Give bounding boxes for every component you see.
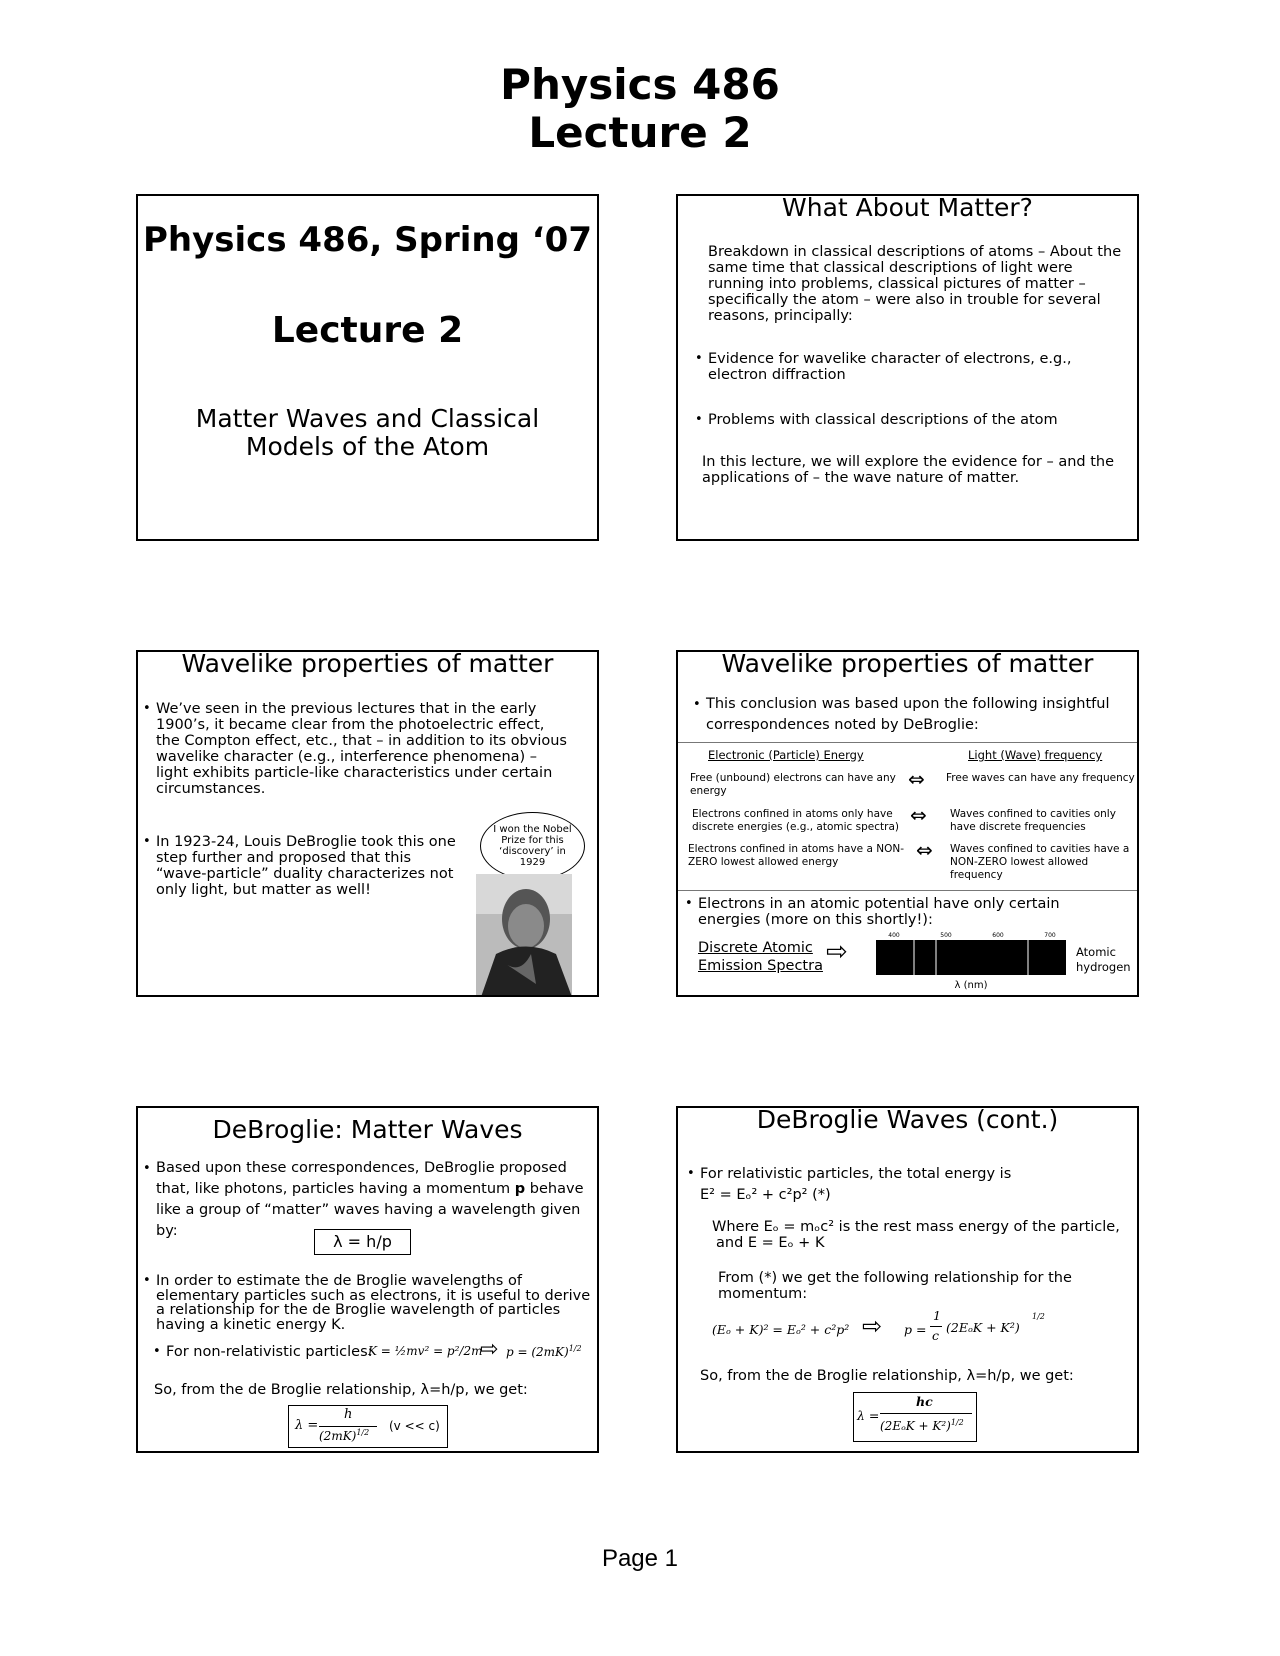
equation-numerator: hc — [916, 1394, 933, 1409]
speech-bubble-text: I won the Nobel Prize for this ‘discovery’ in 1929 — [493, 824, 572, 868]
equation-rhs: (2EₒK + K²) — [946, 1320, 1020, 1335]
denominator-expression: (2EₒK + K²) — [880, 1419, 951, 1433]
fraction-bar — [880, 1413, 972, 1414]
course-title: Physics 486, Spring ‘07 — [143, 220, 592, 260]
table-header: Electronic (Particle) Energy — [708, 748, 864, 762]
double-arrow-icon: ⇔ — [910, 803, 927, 827]
bullet-item: • In order to estimate the de Broglie wavelengths of elementary particles such as electrons, it is useful to derive a relationship for the de Broglie wavelength of particles having a kinetic energy K. — [156, 1274, 596, 1332]
table-cell: Waves confined to cavities have a NON-ZERO lowest allowed frequency — [950, 843, 1130, 881]
speech-bubble — [480, 812, 585, 880]
fraction-bar — [319, 1426, 377, 1427]
slide-heading: Wavelike properties of matter — [721, 650, 1094, 678]
bullet-item: • Problems with classical descriptions of the atom — [708, 412, 1118, 428]
total-energy-text: and E = Eₒ + K — [716, 1235, 825, 1251]
slide-debroglie-waves-cont — [676, 1106, 1139, 1453]
spectrum-tick: 500 — [940, 932, 952, 939]
equation-denominator — [319, 1428, 369, 1443]
emission-spectrum — [876, 930, 1066, 992]
equation-lhs: λ = — [295, 1418, 319, 1433]
table-cell: Free waves can have any frequency — [946, 772, 1135, 784]
momentum-exponent: 1/2 — [568, 1344, 582, 1353]
lecture-number: Lecture 2 — [271, 310, 464, 351]
spectra-label: Emission Spectra — [698, 958, 823, 974]
energy-equation: E² = Eₒ² + c²p² (*) — [700, 1187, 831, 1203]
bullet-item: • For non-relativistic particles: — [166, 1344, 373, 1360]
bullet-item: • We’ve seen in the previous lectures that in the early 1900’s, it became clear from the photoelectric effect, the Compton effect, etc., that – in addition to its obvious wavelike character (e.g., interference phenomena) – light exhibits particle-like characteristics under certain circumstances. — [156, 701, 571, 797]
table-header: Light (Wave) frequency — [968, 748, 1103, 762]
table-divider — [678, 742, 1137, 743]
spectrum-tick: 600 — [992, 932, 1004, 939]
page-header-line2: Lecture 2 — [528, 108, 752, 157]
table-cell: Waves confined to cavities only have discrete frequencies — [950, 808, 1116, 833]
spectrum-tick: 400 — [888, 932, 900, 939]
bullet-item: • In 1923-24, Louis DeBroglie took this one step further and proposed that this “wave-particle” duality characterizes not only light, but matter as well! — [156, 834, 456, 898]
intro-text: Breakdown in classical descriptions of atoms – About the same time that classical descriptions of light were running into problems, classical pictures of matter – specifically the atom – were also in trouble for several reasons, principally: — [708, 244, 1122, 324]
momentum-symbol: p — [514, 1181, 526, 1197]
right-arrow-icon: ⇨ — [862, 1312, 883, 1340]
bullet-text: Based upon these correspondences, DeBroglie proposed that, like photons, particles having a momentum — [156, 1160, 567, 1197]
double-arrow-icon: ⇔ — [916, 838, 933, 862]
boxed-equation: λ = h/p — [314, 1229, 411, 1255]
slide-wavelike-properties-1 — [136, 650, 599, 997]
slide-debroglie-matter-waves — [136, 1106, 599, 1453]
right-arrow-icon: ⇨ — [826, 937, 848, 967]
spectrum-tick: 700 — [1044, 932, 1056, 939]
final-wavelength-equation — [288, 1405, 448, 1448]
lecture-topic-line2: Models of the Atom — [245, 432, 490, 461]
relationship-text: So, from the de Broglie relationship, λ=h/p, we get: — [700, 1368, 1074, 1384]
table-divider — [678, 890, 1137, 891]
momentum-intro-text: From (*) we get the following relationship for the momentum: — [718, 1270, 1072, 1302]
bullet-text: behave like a group of “matter” waves having a wavelength given by: — [156, 1181, 584, 1239]
fraction-numerator: 1 — [933, 1308, 941, 1323]
equation-lhs: λ = — [857, 1408, 880, 1423]
spectrum-caption: hydrogen — [1076, 960, 1131, 974]
denominator-expression: (2mK) — [319, 1429, 357, 1443]
momentum-expression: p = (2mK) — [506, 1345, 569, 1359]
portrait-image — [476, 874, 572, 997]
denominator-exponent: 1/2 — [950, 1418, 964, 1427]
kinetic-energy-equation: K = ½mv² = p²/2m — [368, 1344, 483, 1358]
slide-heading: What About Matter? — [782, 194, 1033, 222]
spectra-label: Discrete Atomic — [698, 940, 813, 956]
page-number: Page 1 — [601, 1545, 679, 1572]
equation-denominator — [880, 1418, 964, 1433]
equation-exponent: 1/2 — [1032, 1312, 1045, 1321]
right-arrow-icon: ⇨ — [480, 1337, 499, 1362]
relativistic-energy-equation: (Eₒ + K)² = Eₒ² + c²p² — [712, 1322, 850, 1337]
slide-heading: DeBroglie Waves (cont.) — [756, 1106, 1059, 1134]
table-cell: Electrons confined in atoms only have discrete energies (e.g., atomic spectra) — [692, 808, 899, 833]
relationship-text: So, from the de Broglie relationship, λ=h/p, we get: — [154, 1382, 528, 1398]
bullet-item: • For relativistic particles, the total energy is — [700, 1166, 1120, 1182]
closing-text: In this lecture, we will explore the evidence for – and the applications of – the wave nature of matter. — [702, 454, 1115, 486]
equation-lhs: p = — [904, 1322, 927, 1337]
page-header-line1: Physics 486 — [500, 60, 780, 109]
spectrum-axis-label: λ (nm) — [954, 980, 988, 991]
spectrum-caption: Atomic — [1076, 945, 1116, 959]
relativistic-momentum-equation — [904, 1308, 1044, 1348]
table-cell: Electrons confined in atoms have a NON-ZERO lowest allowed energy — [688, 843, 905, 868]
bullet-item: • Electrons in an atomic potential have only certain energies (more on this shortly!): — [698, 896, 1123, 928]
fraction-bar — [930, 1326, 942, 1327]
slide-heading: Wavelike properties of matter — [181, 650, 554, 678]
lecture-topic-line1: Matter Waves and Classical — [195, 404, 540, 433]
fraction-denominator: c — [932, 1328, 940, 1343]
bullet-item: • This conclusion was based upon the following insightful correspondences noted by DeBroglie: — [706, 694, 1126, 736]
double-arrow-icon: ⇔ — [908, 767, 925, 791]
equation-numerator: h — [344, 1407, 353, 1422]
slide-title — [136, 194, 599, 541]
rest-mass-text: Where Eₒ = mₒc² is the rest mass energy of the particle, — [712, 1219, 1120, 1235]
slide-what-about-matter — [676, 194, 1139, 541]
denominator-exponent: 1/2 — [356, 1428, 370, 1437]
slide-heading: DeBroglie: Matter Waves — [212, 1115, 523, 1144]
momentum-equation — [506, 1344, 582, 1359]
slide-wavelike-properties-2 — [676, 650, 1139, 997]
bullet-item: • Evidence for wavelike character of electrons, e.g., electron diffraction — [708, 351, 1118, 383]
final-wavelength-equation — [853, 1392, 977, 1442]
table-cell: Free (unbound) electrons can have any energy — [690, 772, 896, 797]
equation-note: (v << c) — [389, 1419, 440, 1433]
